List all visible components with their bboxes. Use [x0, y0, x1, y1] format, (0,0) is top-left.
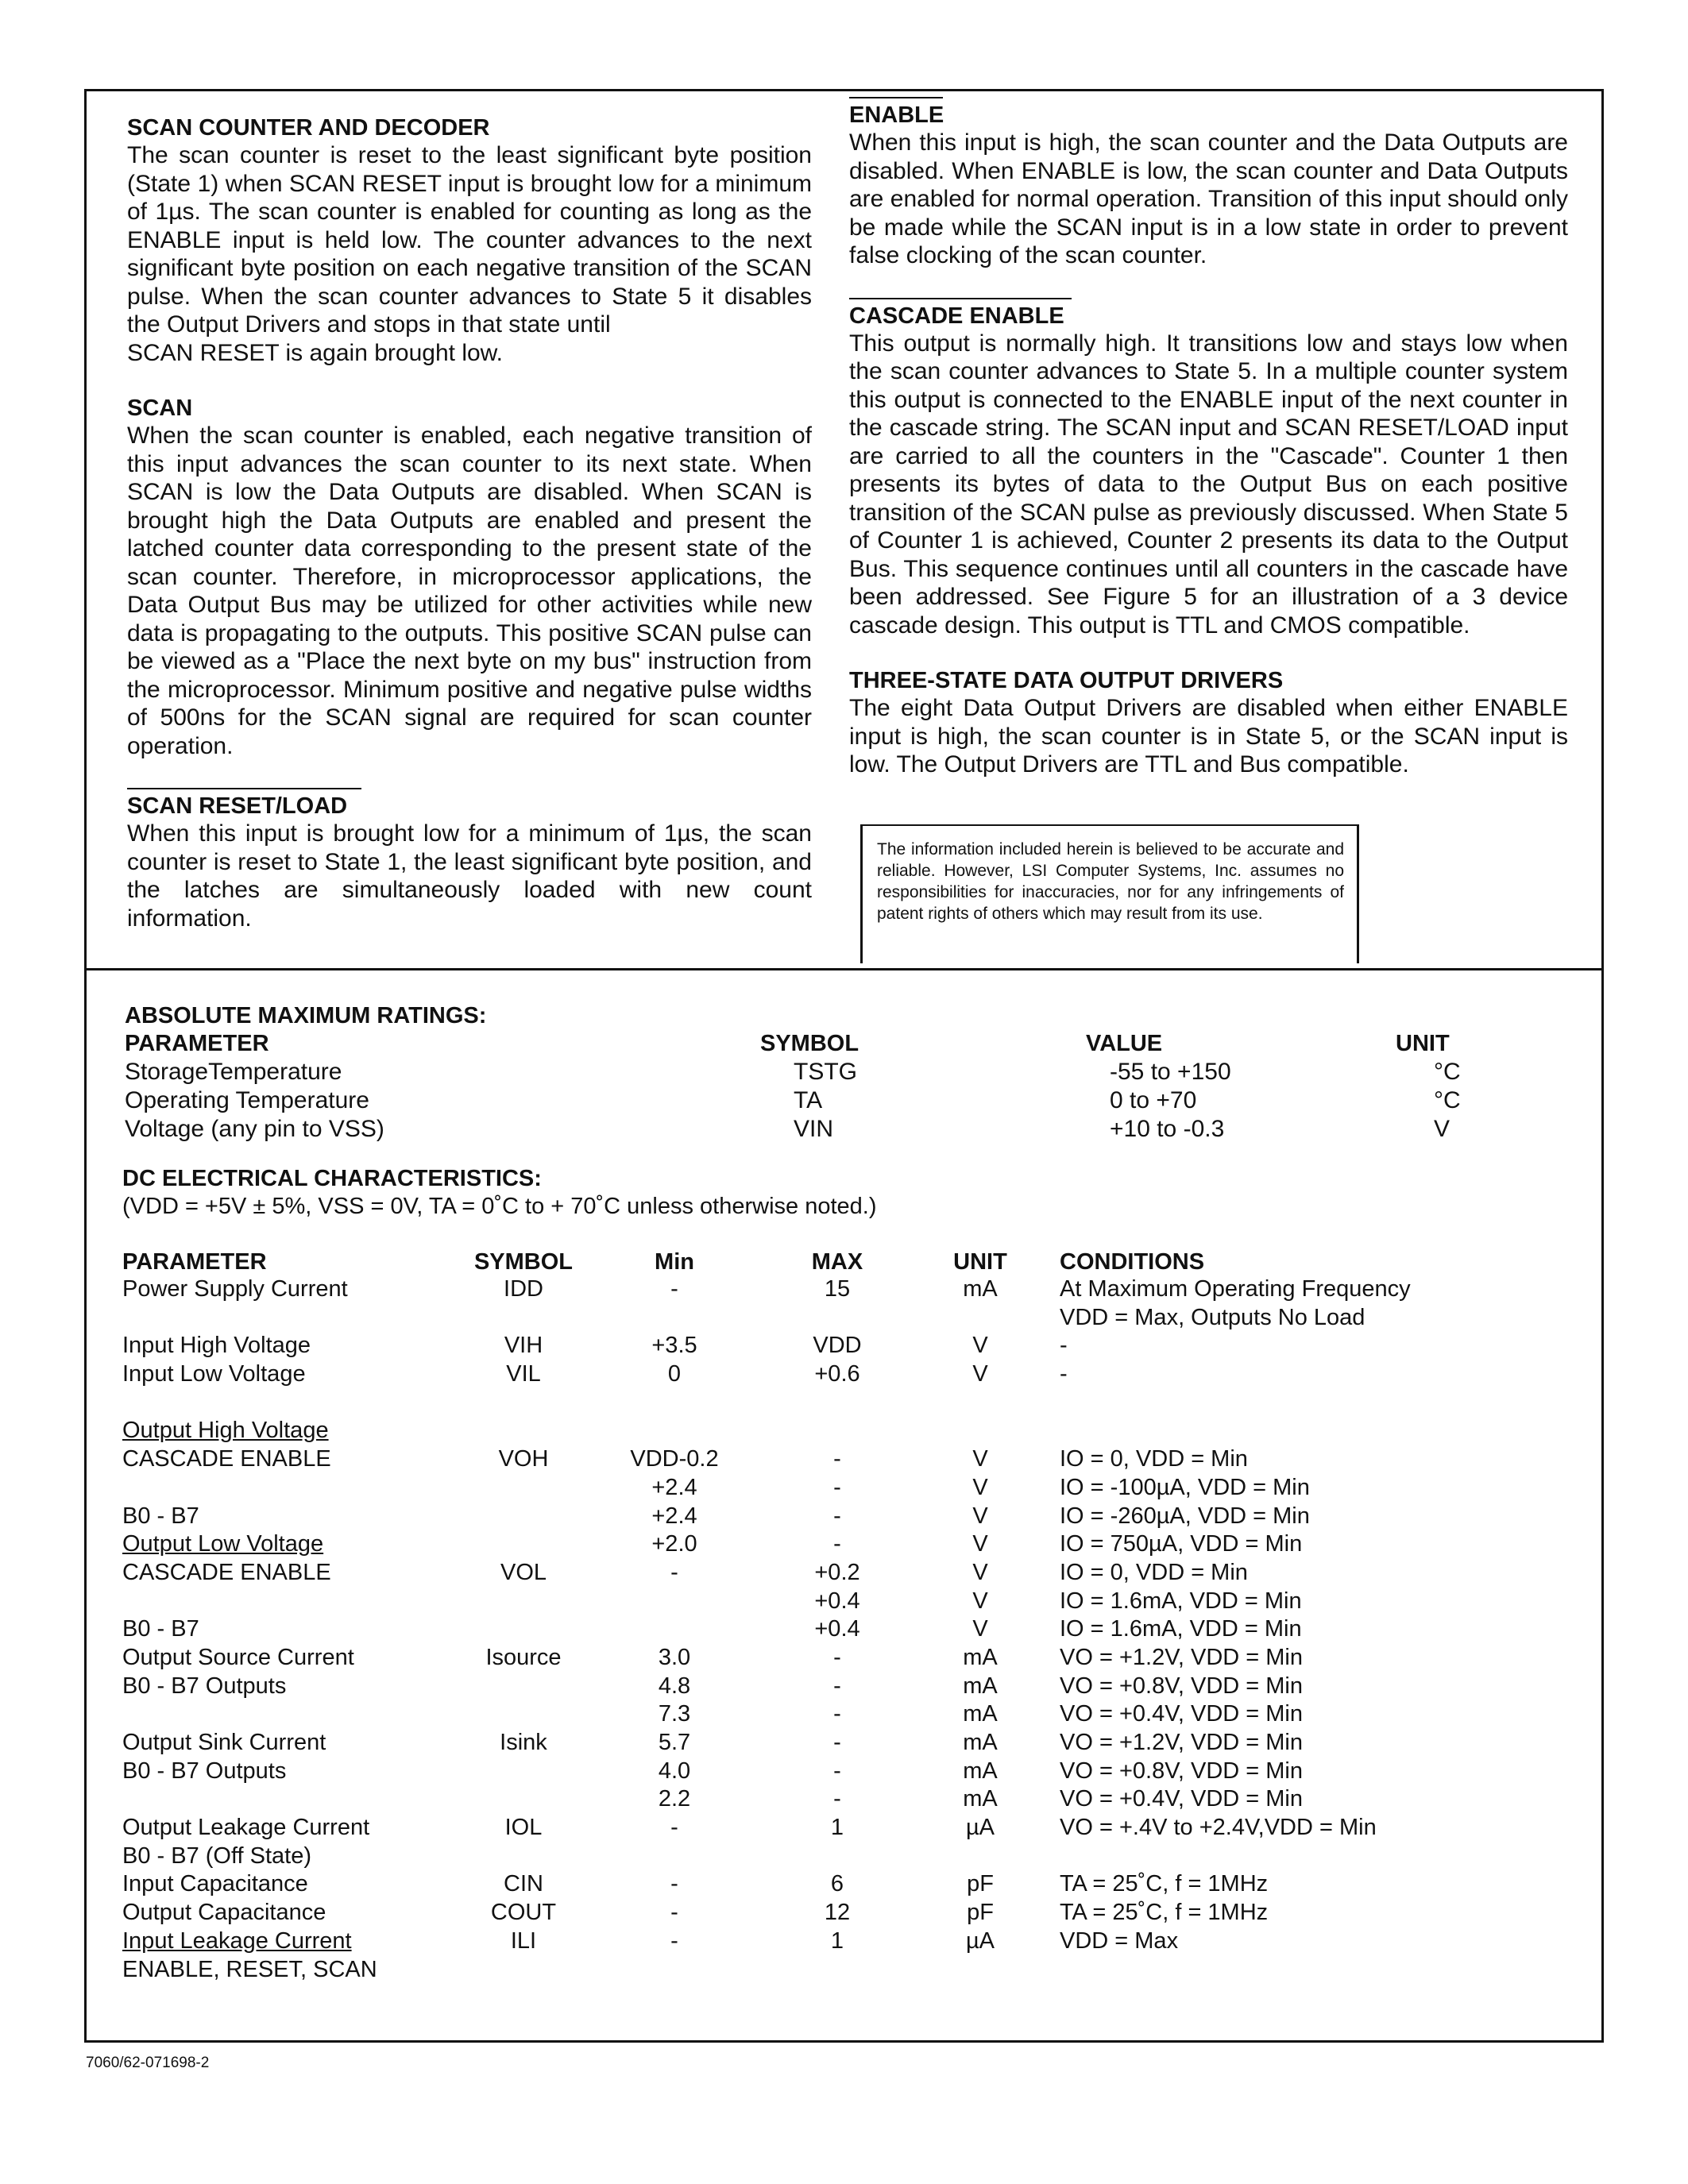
cell-min: VDD-0.2: [630, 1446, 719, 1472]
table-row: [122, 1418, 1411, 1446]
cell-conditions: [1044, 1957, 1411, 1985]
table-row: [122, 1305, 1411, 1333]
cell-max: -: [833, 1673, 841, 1699]
table-row: [122, 1928, 1411, 1957]
cell-max: +0.4: [814, 1616, 860, 1642]
cell-parameter: B0 - B7: [122, 1616, 199, 1642]
cell-conditions: [1044, 1390, 1411, 1418]
heading-scan-reset-load: SCAN RESET/LOAD: [127, 793, 348, 819]
cell-max: [758, 1843, 917, 1872]
cell-unit: V: [972, 1503, 988, 1529]
text-cascade-enable: This output is normally high. It transitions low and stays low when the scan counter advances to State 5. In a multiple counter system this output is connected to the ENABLE input of the next counter in the cascade string. The SCAN input and SCAN RESET/LOAD input are carried to all the counters in the "Cascade". Counter 1 then presents its bytes of data to the Output Bus on each positive transition of the SCAN pulse as previously discussed. When State 5 of Counter 1 is achieved, Counter 2 presents its data to the Output Bus. This sequence continues until all counters in the cascade have been addressed. See Figure 5 for an illustration of a 3 device cascade design. This output is TTL and CMOS compatible.: [849, 330, 1568, 639]
table-row: [122, 1673, 1411, 1702]
cell-unit: V: [972, 1474, 988, 1500]
cell-parameter: B0 - B7 Outputs: [122, 1673, 287, 1699]
cell-unit: mA: [963, 1276, 998, 1302]
cell-value: +10 to -0.3: [1110, 1116, 1225, 1142]
cell-unit: V: [972, 1333, 988, 1359]
text-three-state: The eight Data Output Drivers are disabled when either ENABLE input is high, the scan counter is in State 5, or the SCAN input is low. The Output Drivers are TTL and Bus compatible.: [849, 695, 1568, 778]
cell-min: [591, 1957, 758, 1985]
cell-parameter: B0 - B7 (Off State): [122, 1843, 312, 1869]
table-row: [122, 1645, 1411, 1673]
section-three-state: [849, 667, 1568, 779]
table-header-row: [122, 1248, 1411, 1276]
cell-symbol: [456, 1305, 591, 1333]
heading-scan-counter: SCAN COUNTER AND DECODER: [127, 115, 490, 141]
cell-min: 4.8: [658, 1673, 691, 1699]
cell-min: [591, 1390, 758, 1418]
cell-symbol: VIN: [794, 1116, 834, 1142]
cell-conditions: IO = 1.6mA, VDD = Min: [1060, 1616, 1302, 1642]
cell-min: 2.2: [658, 1786, 691, 1812]
table-row: [125, 1058, 1570, 1086]
cell-min: 7.3: [658, 1701, 691, 1727]
cell-symbol: [456, 1531, 591, 1560]
table-row: [122, 1957, 1411, 1985]
cell-parameter: Output Leakage Current: [122, 1815, 370, 1841]
cell-unit: mA: [963, 1758, 998, 1784]
section-cascade-enable: [849, 298, 1568, 640]
absolute-max-table: [125, 1029, 1570, 1144]
header-min: Min: [655, 1248, 694, 1275]
cell-min: 0: [667, 1361, 682, 1387]
cell-max: [758, 1957, 917, 1985]
cell-parameter: B0 - B7: [122, 1503, 199, 1529]
table-row: [122, 1588, 1411, 1617]
cell-unit: [917, 1418, 1044, 1446]
cell-symbol: VIL: [506, 1361, 541, 1387]
cell-max: -: [833, 1644, 841, 1670]
cell-symbol: [456, 1418, 591, 1446]
cell-parameter: CASCADE ENABLE: [122, 1559, 331, 1585]
dc-title: DC ELECTRICAL CHARACTERISTICS:: [122, 1166, 542, 1191]
cell-symbol: [456, 1701, 591, 1730]
cell-symbol: [456, 1503, 591, 1532]
cell-unit: °C: [1434, 1059, 1461, 1085]
table-row: [122, 1333, 1411, 1361]
cell-parameter: Operating Temperature: [125, 1087, 369, 1113]
text-scan-counter-tail: SCAN RESET is again brought low.: [127, 339, 504, 366]
header-value: VALUE: [1086, 1030, 1163, 1056]
header-parameter: PARAMETER: [122, 1248, 267, 1275]
cell-unit: V: [972, 1616, 988, 1642]
table-row: [122, 1701, 1411, 1730]
cell-min: 3.0: [658, 1644, 691, 1670]
cell-unit: µA: [965, 1927, 995, 1954]
header-symbol: SYMBOL: [473, 1248, 574, 1275]
cell-parameter: Output High Voltage: [122, 1418, 329, 1444]
cell-max: +0.6: [814, 1361, 860, 1387]
cell-conditions: VO = +1.2V, VDD = Min: [1060, 1644, 1304, 1670]
table-row: [122, 1503, 1411, 1532]
cell-symbol: VIH: [504, 1333, 543, 1359]
cell-min: 5.7: [658, 1730, 691, 1755]
cell-symbol: [456, 1758, 591, 1787]
cell-unit: [917, 1957, 1044, 1985]
cell-symbol: [456, 1786, 591, 1815]
cell-max: -: [833, 1474, 841, 1500]
cell-min: -: [670, 1815, 678, 1841]
cell-min: +2.4: [651, 1503, 697, 1529]
cell-conditions: VO = +0.4V, VDD = Min: [1060, 1701, 1304, 1727]
cell-value: -55 to +150: [1110, 1059, 1231, 1085]
section-scan: [127, 395, 812, 760]
text-scan-counter: The scan counter is reset to the least significant byte position (State 1) when SCAN RESET input is brought low for a minimum of 1µs. The scan counter is enabled for counting as long as the ENABLE input is held low. The counter advances to the next significant byte position on each negative transition of the SCAN pulse. When the scan counter advances to State 5 it disables the Output Drivers and stops in that state until: [127, 142, 812, 338]
cell-symbol: [456, 1673, 591, 1702]
cell-symbol: VOH: [498, 1446, 549, 1472]
cell-max: [758, 1390, 917, 1418]
cell-parameter: Input Capacitance: [122, 1871, 308, 1897]
cell-unit: V: [972, 1361, 988, 1387]
cell-parameter: StorageTemperature: [125, 1059, 342, 1085]
footer-code: 7060/62-071698-2: [86, 2055, 210, 2071]
cell-parameter: Output Capacitance: [122, 1900, 326, 1926]
cell-unit: V: [972, 1531, 988, 1557]
cell-symbol: IDD: [504, 1276, 543, 1302]
cell-max: -: [833, 1786, 841, 1812]
cell-conditions: VDD = Max, Outputs No Load: [1060, 1304, 1365, 1330]
cell-max: 6: [830, 1871, 844, 1897]
cell-conditions: IO = -260µA, VDD = Min: [1060, 1503, 1310, 1529]
cell-symbol: [456, 1957, 591, 1985]
cell-min: 4.0: [658, 1758, 691, 1784]
cell-conditions: IO = 0, VDD = Min: [1060, 1446, 1248, 1472]
cell-symbol: [456, 1475, 591, 1503]
cell-min: -: [670, 1927, 678, 1954]
cell-max: [758, 1305, 917, 1333]
cell-parameter: CASCADE ENABLE: [122, 1446, 331, 1472]
cell-conditions: VO = +.4V to +2.4V,VDD = Min: [1060, 1815, 1377, 1841]
dc-subtitle: (VDD = +5V ± 5%, VSS = 0V, TA = 0˚C to + 70˚C unless otherwise noted.): [122, 1194, 877, 1219]
cell-min: -: [670, 1559, 678, 1585]
cell-max: -: [833, 1701, 841, 1727]
cell-min: [591, 1418, 758, 1446]
section-scan-reset-load: [127, 788, 812, 932]
heading-scan: SCAN: [127, 396, 193, 421]
cell-conditions: VO = +1.2V, VDD = Min: [1060, 1730, 1304, 1755]
cell-parameter: [122, 1475, 456, 1503]
cell-conditions: [1044, 1418, 1411, 1446]
cell-unit: V: [1434, 1116, 1450, 1142]
table-row: [122, 1871, 1411, 1900]
cell-symbol: TA: [794, 1087, 823, 1113]
table-row: [122, 1815, 1411, 1843]
cell-symbol: [456, 1616, 591, 1645]
table-row: [122, 1276, 1411, 1305]
cell-symbol: COUT: [490, 1900, 557, 1926]
cell-unit: mA: [963, 1701, 998, 1727]
header-max: MAX: [811, 1248, 863, 1275]
table-row: [125, 1115, 1570, 1144]
cell-parameter: Voltage (any pin to VSS): [125, 1116, 384, 1142]
cell-conditions: -: [1060, 1333, 1068, 1359]
cell-unit: µA: [965, 1815, 995, 1841]
header-unit: UNIT: [1396, 1030, 1450, 1056]
cell-min: +3.5: [651, 1333, 697, 1359]
cell-max: 15: [824, 1276, 851, 1302]
cell-unit: pF: [967, 1900, 994, 1926]
cell-parameter: [122, 1588, 456, 1617]
cell-min: -: [670, 1276, 678, 1302]
cell-min: +2.0: [651, 1531, 697, 1557]
cell-unit: [917, 1305, 1044, 1333]
overline-bar: [127, 788, 361, 789]
header-unit: UNIT: [953, 1248, 1007, 1275]
heading-enable: ENABLE: [849, 102, 944, 128]
cell-symbol: [456, 1588, 591, 1617]
cell-conditions: VDD = Max: [1060, 1927, 1179, 1954]
table-row: [122, 1616, 1411, 1645]
cell-unit: V: [972, 1446, 988, 1472]
cell-conditions: IO = 750µA, VDD = Min: [1060, 1531, 1303, 1557]
cell-max: 1: [830, 1815, 844, 1841]
cell-parameter: [122, 1390, 456, 1418]
table-row: [125, 1086, 1570, 1115]
cell-conditions: -: [1060, 1361, 1068, 1387]
disclaimer-box: The information included herein is believed to be accurate and reliable. However, LSI Computer Systems, Inc. assumes no responsibilities for inaccuracies, nor for any infringements of patent rights of others which may result from its use.: [860, 824, 1359, 963]
cell-parameter: [122, 1305, 456, 1333]
cell-min: [591, 1305, 758, 1333]
heading-cascade-enable: CASCADE ENABLE: [849, 303, 1064, 329]
cell-symbol: VOL: [500, 1559, 547, 1585]
cell-conditions: [1044, 1843, 1411, 1872]
cell-symbol: CIN: [504, 1871, 543, 1897]
table-row: [122, 1900, 1411, 1928]
section-enable: [849, 97, 1568, 270]
cell-min: -: [670, 1871, 678, 1897]
absolute-max-title: ABSOLUTE MAXIMUM RATINGS:: [125, 1003, 487, 1028]
cell-symbol: Isink: [500, 1730, 547, 1755]
cell-max: -: [833, 1531, 841, 1557]
cell-parameter: Output Low Voltage: [122, 1531, 324, 1557]
cell-parameter: B0 - B7 Outputs: [122, 1758, 287, 1784]
cell-unit: °C: [1434, 1087, 1461, 1113]
cell-min: -: [670, 1900, 678, 1926]
cell-unit: mA: [963, 1673, 998, 1699]
cell-min: +2.4: [651, 1474, 697, 1500]
cell-conditions: TA = 25˚C, f = 1MHz: [1060, 1900, 1269, 1926]
cell-conditions: IO = 0, VDD = Min: [1060, 1559, 1248, 1585]
cell-conditions: At Maximum Operating Frequency: [1060, 1276, 1411, 1302]
table-header-row: [125, 1029, 1570, 1058]
dc-table: [122, 1248, 1411, 1985]
table-row: [122, 1758, 1411, 1787]
left-column: [127, 114, 812, 960]
dc-section: [122, 1165, 1576, 1985]
cell-parameter: Input Leakage Current: [122, 1927, 352, 1954]
cell-max: +0.2: [814, 1559, 860, 1585]
cell-unit: pF: [967, 1871, 994, 1897]
cell-max: 1: [830, 1927, 844, 1954]
table-row: [122, 1361, 1411, 1390]
table-row: [122, 1843, 1411, 1872]
heading-three-state: THREE-STATE DATA OUTPUT DRIVERS: [849, 668, 1284, 693]
cell-min: [591, 1616, 758, 1645]
cell-min: [591, 1588, 758, 1617]
cell-max: VDD: [813, 1333, 862, 1359]
cell-max: 12: [824, 1900, 851, 1926]
cell-max: -: [833, 1446, 841, 1472]
cell-parameter: [122, 1786, 456, 1815]
cell-max: -: [833, 1758, 841, 1784]
table-row: [122, 1390, 1411, 1418]
section-divider: [84, 968, 1604, 970]
table-row: [122, 1475, 1411, 1503]
overline-bar: [849, 298, 1072, 299]
cell-parameter: Input Low Voltage: [122, 1361, 306, 1387]
cell-conditions: VO = +0.8V, VDD = Min: [1060, 1758, 1304, 1784]
cell-conditions: IO = 1.6mA, VDD = Min: [1060, 1588, 1302, 1614]
text-enable: When this input is high, the scan counter and the Data Outputs are disabled. When ENABLE is low, the scan counter and Data Outputs are enabled for normal operation. Transition of this input should only be made while the SCAN input is in a low state in order to prevent false clocking of the scan counter.: [849, 129, 1568, 268]
cell-parameter: Output Sink Current: [122, 1730, 326, 1755]
header-parameter: PARAMETER: [125, 1030, 269, 1056]
cell-symbol: Isource: [485, 1644, 562, 1670]
cell-unit: mA: [963, 1644, 998, 1670]
table-row: [122, 1560, 1411, 1588]
text-scan-reset-load: When this input is brought low for a minimum of 1µs, the scan counter is reset to State 1, the least significant byte position, and the latches are simultaneously loaded with new count information.: [127, 820, 812, 932]
overline-bar: [849, 97, 943, 98]
section-scan-counter: [127, 114, 812, 367]
absolute-max-section: [125, 1002, 1570, 1144]
cell-max: [758, 1418, 917, 1446]
cell-unit: [917, 1843, 1044, 1872]
cell-parameter: Power Supply Current: [122, 1276, 348, 1302]
table-row: [122, 1730, 1411, 1758]
cell-symbol: [456, 1843, 591, 1872]
cell-unit: mA: [963, 1786, 998, 1812]
cell-parameter: Output Source Current: [122, 1644, 354, 1670]
table-row: [122, 1446, 1411, 1475]
cell-unit: mA: [963, 1730, 998, 1755]
cell-conditions: TA = 25˚C, f = 1MHz: [1060, 1871, 1269, 1897]
cell-unit: [917, 1390, 1044, 1418]
table-row: [122, 1786, 1411, 1815]
table-row: [122, 1531, 1411, 1560]
right-column: [849, 97, 1568, 807]
cell-parameter: Input High Voltage: [122, 1333, 311, 1359]
cell-parameter: [122, 1701, 456, 1730]
cell-symbol: IOL: [504, 1815, 543, 1841]
cell-conditions: VO = +0.8V, VDD = Min: [1060, 1673, 1304, 1699]
cell-value: 0 to +70: [1110, 1087, 1197, 1113]
text-scan: When the scan counter is enabled, each negative transition of this input advances the scan counter to its next state. When SCAN is low the Data Outputs are disabled. When SCAN is brought high the Data Outputs are enabled and present the latched counter data corresponding to the present state of the scan counter. Therefore, in microprocessor applications, the Data Output Bus may be utilized for other activities while new data is propagating to the outputs. This positive SCAN pulse can be viewed as a "Place the next byte on my bus" instruction from the microprocessor. Minimum positive and negative pulse widths of 500ns for the SCAN signal are required for scan counter operation.: [127, 423, 812, 759]
cell-conditions: VO = +0.4V, VDD = Min: [1060, 1786, 1304, 1812]
header-symbol: SYMBOL: [760, 1030, 859, 1056]
cell-conditions: IO = -100µA, VDD = Min: [1060, 1474, 1310, 1500]
cell-symbol: [456, 1390, 591, 1418]
cell-unit: V: [972, 1559, 988, 1585]
cell-parameter: ENABLE, RESET, SCAN: [122, 1956, 377, 1982]
cell-max: -: [833, 1730, 841, 1755]
cell-min: [591, 1843, 758, 1872]
header-conditions: CONDITIONS: [1060, 1248, 1205, 1275]
cell-symbol: TSTG: [794, 1059, 857, 1085]
cell-max: +0.4: [814, 1588, 860, 1614]
cell-symbol: ILI: [510, 1927, 537, 1954]
cell-unit: V: [972, 1588, 988, 1614]
cell-max: -: [833, 1503, 841, 1529]
